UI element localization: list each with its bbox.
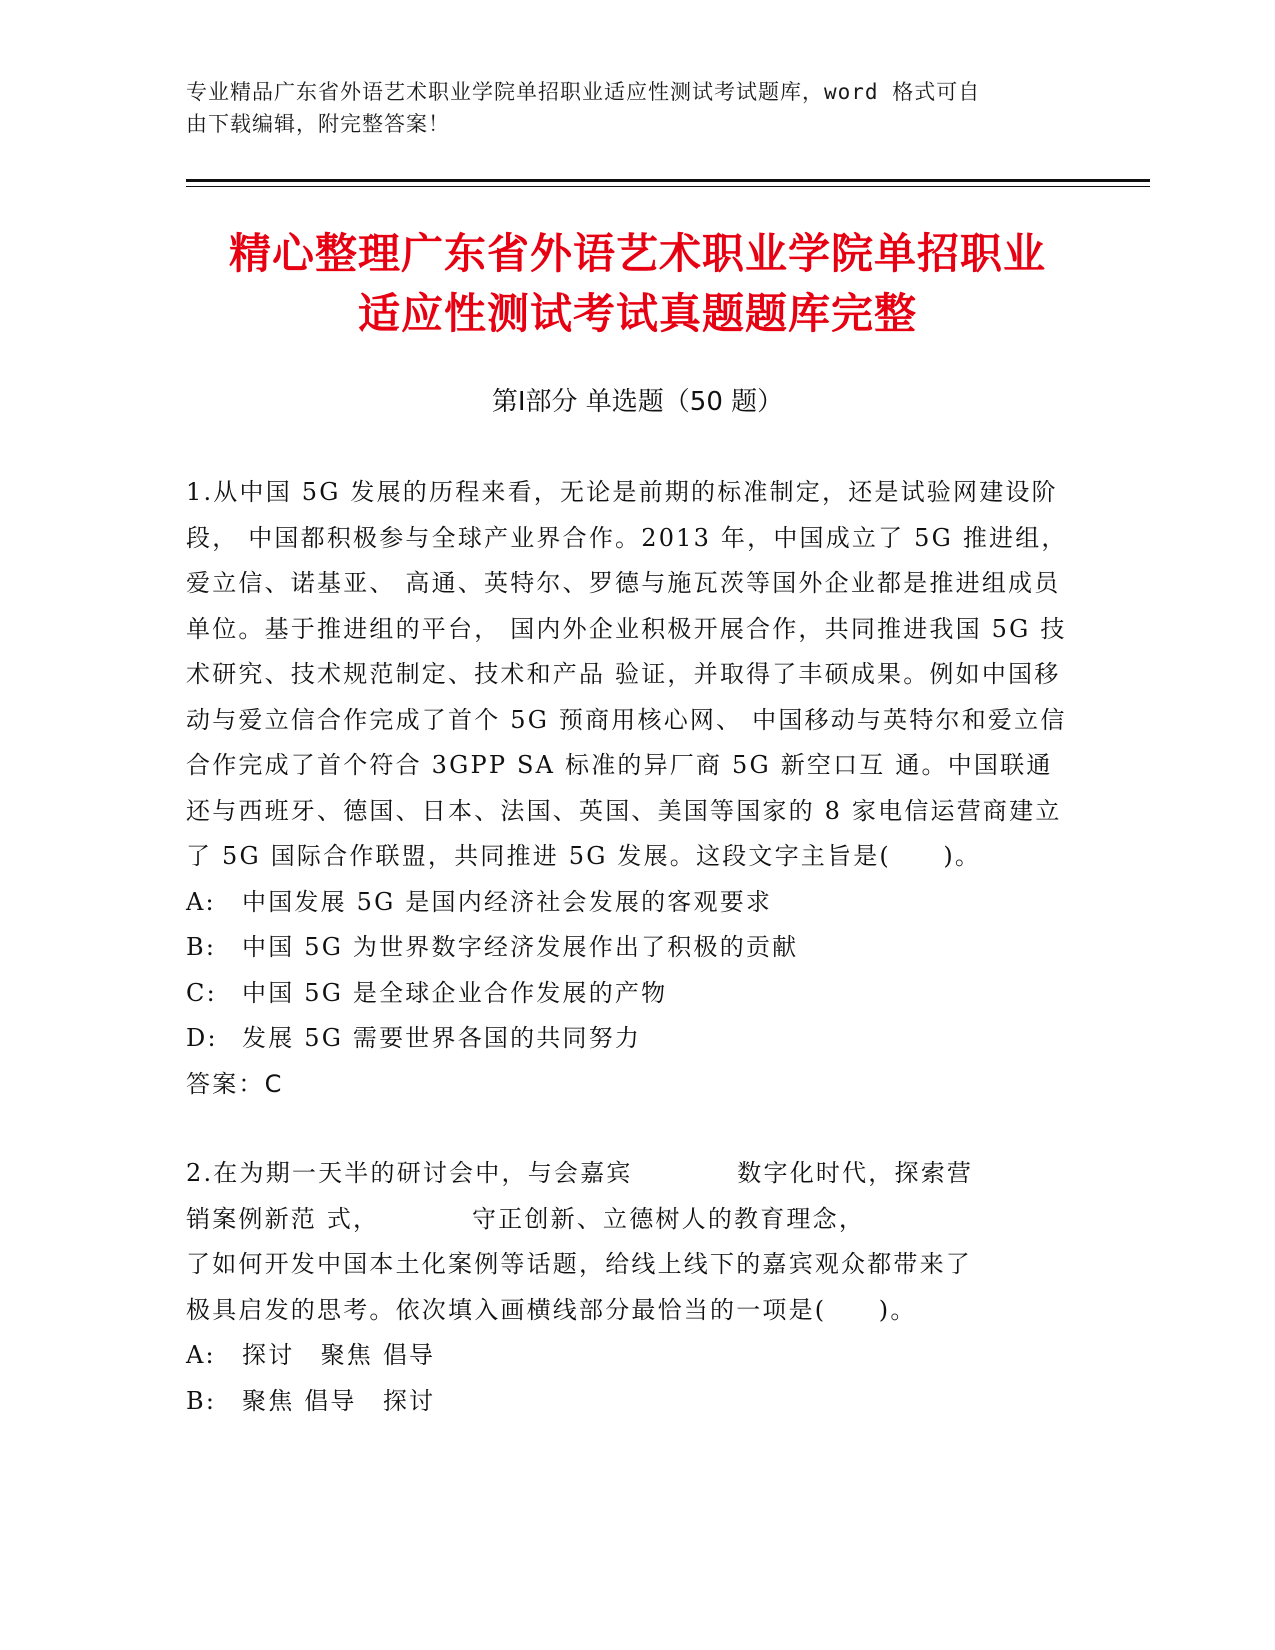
option-d	[186, 1016, 1076, 1062]
header-rule-thick	[186, 179, 1150, 182]
option-tag: A:	[186, 1341, 216, 1369]
option-tag: D:	[186, 1024, 218, 1052]
option-text: 探讨 聚焦 倡导	[242, 1341, 436, 1369]
option-text: 中国发展 5G 是国内经济社会发展的客观要求	[242, 887, 773, 916]
document-title	[160, 224, 1115, 344]
section-heading: 第Ⅰ部分 单选题（50 题）	[491, 387, 784, 417]
question-stem-line-2: 销案例新范 式， 守正创新、立德树人的教育理念，	[186, 1204, 866, 1233]
option-c	[186, 971, 1076, 1017]
option-a	[186, 880, 1076, 926]
title-line-1: 精心整理广东省外语艺术职业学院单招职业	[228, 229, 1046, 278]
option-text: 聚焦 倡导 探讨	[242, 1386, 436, 1415]
header-line-2: 由下载编辑，附完整答案！	[186, 112, 450, 136]
question-list	[186, 470, 1076, 1424]
option-tag: A:	[186, 887, 216, 916]
option-text: 发展 5G 需要世界各国的共同努力	[242, 1024, 642, 1052]
question-2	[186, 1151, 1076, 1424]
question-stem: 1.从中国 5G 发展的历程来看，无论是前期的标准制定，还是试验网建设阶段， 中国都积极参与全球产业界合作。2013 年，中国成立了 5G 推进组，爱立信、诺基亚、 高通、英特尔、罗德与施瓦茨等国外企业都是推进组成员单位。基于推进组的平台， 国内外企业积极开展合作，共同推进我国 5G 技术研究、技术规范制定、技术和产品 验证，并取得了丰硕成果。例如中国移动与爱立信合作完成了首个 5G 预商用核心网、 中国移动与英特尔和爱立信合作完成了首个符合 3GPP SA 标准的异厂商 5G 新空口互 通。中国联通还与西班牙、德国、日本、法国、英国、美国等国家的 8 家电信运营商建立了 5G 国际合作联盟，共同推进 5G 发展。这段文字主旨是( )。	[186, 478, 1068, 870]
option-a	[186, 1333, 1076, 1379]
option-text: 中国 5G 是全球企业合作发展的产物	[242, 978, 668, 1007]
answer-label: 答案：C	[186, 1069, 284, 1098]
question-stem-line-3: 了如何开发中国本土化案例等话题，给线上线下的嘉宾观众都带来了	[186, 1250, 972, 1278]
option-tag: C:	[186, 978, 217, 1007]
question-stem-line-1: 2.在为期一天半的研讨会中，与会嘉宾 数字化时代，探索营	[186, 1159, 974, 1187]
option-b	[186, 925, 1076, 971]
option-tag: B:	[186, 933, 217, 961]
title-line-2: 适应性测试考试真题题库完整	[357, 289, 917, 338]
option-b	[186, 1379, 1076, 1425]
header-rule-thin	[186, 186, 1150, 187]
question-spacer	[186, 1107, 1076, 1151]
question-1	[186, 470, 1076, 1107]
question-stem-line-4: 极具启发的思考。依次填入画横线部分最恰当的一项是( )。	[186, 1295, 917, 1324]
option-tag: B:	[186, 1386, 217, 1415]
document-header	[186, 76, 1066, 140]
header-line-1: 专业精品广东省外语艺术职业学院单招职业适应性测试考试题库，word 格式可自	[186, 80, 981, 104]
option-text: 中国 5G 为世界数字经济发展作出了积极的贡献	[242, 933, 799, 961]
